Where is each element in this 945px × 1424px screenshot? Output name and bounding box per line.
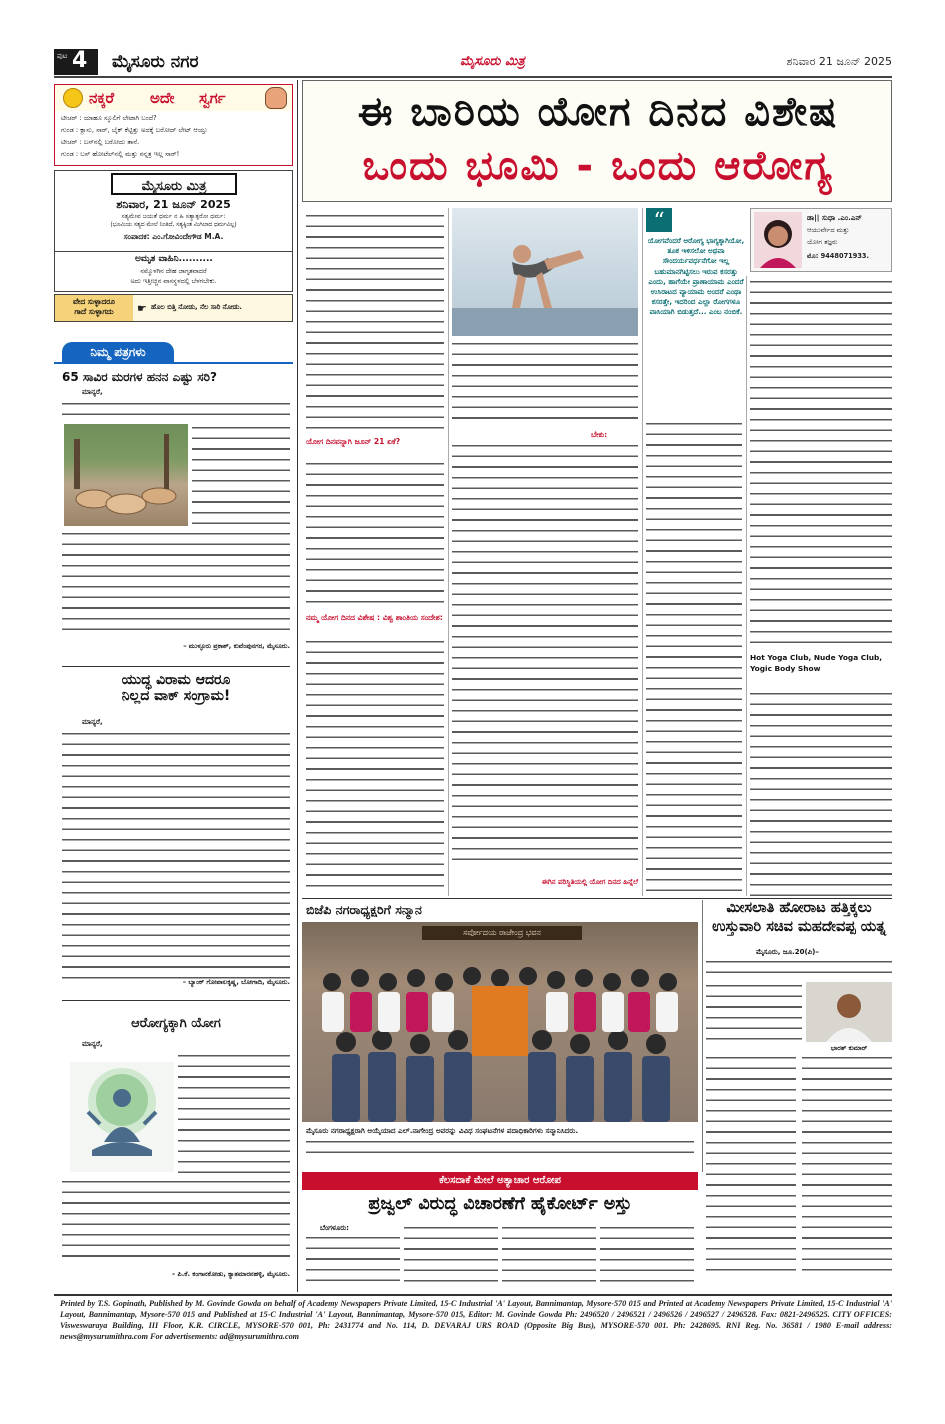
letter2-title-box bbox=[62, 672, 290, 714]
reservation-headline-2: ಉಸ್ತುವಾರಿ ಸಚಿವ ಮಹದೇವಪ್ಪ ಯತ್ನ bbox=[712, 919, 886, 935]
humor-line-2: ಗುಂಡ : ಕ್ಲಾಸು, ಸಾರ್, ಬೈಕ್ ಕೆಟ್ಟಿತ್ತು ಅದಕ್ಕೆ ಬರೋದ್ ಲೇಟ್ ಆಯ್ತು bbox=[61, 126, 208, 134]
page-label: ಪುಟ bbox=[57, 52, 68, 60]
person-portrait bbox=[806, 982, 892, 1042]
main-body-col1-a bbox=[306, 212, 444, 432]
info-line-2: (ಭೂಮಿಯ ಸತ್ಯದ ಮೇಲೆ ನಿಂತಿದೆ, ಸತ್ಯಕ್ಕಿಂತ ಮಿಗಿಲಾದ ಧರ್ಮವಿಲ್ಲ) bbox=[110, 222, 237, 228]
reservation-body-top bbox=[706, 958, 892, 980]
bjp-rule bbox=[702, 900, 703, 1172]
humor-title-left: ನಕ್ಕರೆ bbox=[89, 89, 115, 107]
proverb-left bbox=[55, 295, 133, 321]
author-avatar bbox=[754, 212, 802, 268]
bjp-banner bbox=[422, 926, 582, 940]
reservation-body-col1 bbox=[706, 1054, 796, 1272]
author-role-2: ಯೋಗ ತಜ್ಞರು bbox=[807, 238, 838, 246]
main-headline-2: ಒಂದು ಭೂಮಿ - ಒಂದು ಆರೋಗ್ಯ bbox=[362, 143, 834, 189]
masthead bbox=[54, 49, 892, 75]
main-rule-1 bbox=[448, 208, 449, 896]
editor-label: ಸಂಪಾದಕ: bbox=[123, 232, 150, 241]
humor-line-1: ಟೀಚರ್ : ಯಾಹೂ ಸ್ಕೂಲಿಗೆ ಲೇಟಾಗಿ ಬಂದೆ? bbox=[61, 114, 157, 122]
court-body-col1 bbox=[306, 1234, 400, 1286]
label-bekagi: ಬೇಕು: bbox=[591, 430, 608, 439]
letter1-body-bottom bbox=[62, 530, 290, 638]
masthead-date: ಶನಿವಾರ 21 ಜೂನ್ 2025 bbox=[786, 55, 892, 68]
masthead-rule bbox=[54, 76, 892, 78]
inline-english: Hot Yoga Club, Nude Yoga Club, Yogic Body Show bbox=[750, 653, 883, 673]
amrita-line-1: ನಮ್ಮೊಳಗಿನ ದೇಹ ಜಾಗೃತವಾದರೆ bbox=[140, 267, 207, 275]
letter1-body-right bbox=[192, 424, 290, 526]
author-photo bbox=[754, 212, 802, 268]
main-body-col2-a bbox=[452, 340, 638, 426]
court-kicker-bar bbox=[302, 1172, 698, 1190]
yoga-figure bbox=[452, 208, 638, 336]
info-date: ಶನಿವಾರ, 21 ಜೂನ್ 2025 bbox=[116, 198, 231, 211]
court-headline: ಪ್ರಜ್ವಲ್ ವಿರುದ್ಧ ವಿಚಾರಣೆಗೆ ಹೈಕೋರ್ಟ್ ಅಸ್ತು bbox=[368, 1194, 632, 1214]
main-body-col1-b bbox=[306, 460, 444, 608]
humor-box bbox=[54, 84, 293, 166]
letters-header-badge bbox=[62, 342, 174, 363]
letters-header-title: ನಿಮ್ಮ ಪತ್ರಗಳು bbox=[90, 345, 146, 359]
letter-divider-2 bbox=[62, 1000, 290, 1001]
letters-header bbox=[54, 342, 293, 364]
smiley-icon bbox=[63, 88, 83, 108]
court-kicker: ಕೆಲಸದಾಕೆ ಮೇಲೆ ಅತ್ಯಾಚಾರ ಆರೋಪ bbox=[439, 1175, 561, 1186]
info-logo: ಮೈಸೂರು ಮಿತ್ರ bbox=[141, 179, 207, 194]
main-headline-box bbox=[302, 80, 892, 202]
letter3-title: ಆರೋಗ್ಯಕ್ಕಾಗಿ ಯೋಗ bbox=[131, 1016, 221, 1031]
left-column-rule bbox=[297, 80, 298, 1292]
court-body-col2 bbox=[404, 1224, 498, 1286]
letter2-sign: – ಬ್ಯಾಂಕ್ ಗೋಪಾಲಕೃಷ್ಣ, ಬೋಗಾದಿ, ಮೈಸೂರು. bbox=[182, 978, 290, 986]
continued-label: ಈಗಿನ ಪರಿಸ್ಥಿತಿಯಲ್ಲಿ ಯೋಗ ದಿನದ ಹಿನ್ನೆಲೆ bbox=[541, 878, 638, 886]
bjp-headline: ಬಿಜೆಪಿ ನಗರಾಧ್ಯಕ್ಷರಿಗೆ ಸನ್ಮಾನ bbox=[306, 902, 422, 917]
main-body-col2-b bbox=[452, 442, 638, 860]
bjp-caption-more bbox=[306, 1138, 694, 1159]
letter1-title: 65 ಸಾವಿರ ಮರಗಳ ಹನನ ಎಷ್ಟು ಸರಿ? bbox=[62, 370, 217, 384]
main-rule-3 bbox=[746, 276, 747, 896]
yoga-tree-illustration bbox=[70, 1062, 174, 1172]
page-number: 4 bbox=[72, 48, 88, 73]
humor-title-right: ಸ್ವರ್ಗ bbox=[199, 89, 226, 107]
humor-title-bar bbox=[55, 85, 292, 111]
letter2-salutation: ಮಾನ್ಯರೆ, bbox=[82, 718, 103, 726]
main-body-col4-a bbox=[750, 278, 892, 648]
letter1-sign: – ಮುಳ್ಳೂರು ಪ್ರಕಾಶ್, ಕುವೆಂಪುನಗರ, ಮೈಸೂರು. bbox=[183, 642, 290, 650]
proverb-right: ಹೊಲ ಬಿತ್ತಿ ನೋಡು, ನೆಲ ಸಾರಿ ನೋಡು. bbox=[151, 303, 242, 311]
reservation-dateline: ಮೈಸೂರು, ಜೂ.20(ಪಿ)– bbox=[756, 948, 819, 956]
amrita-title: ಅಮೃತ ವಾಹಿನಿ.......... bbox=[135, 254, 213, 264]
proverb-left-bottom: ಗಾದೆ ಸುಳ್ಳಾಗದು bbox=[74, 307, 114, 316]
info-box bbox=[54, 170, 293, 252]
group-photo-figures bbox=[302, 922, 698, 1122]
proverb-strip bbox=[54, 294, 293, 322]
letter2-body bbox=[62, 730, 290, 980]
main-body-col4-b bbox=[750, 690, 892, 896]
info-logo-box bbox=[111, 173, 237, 195]
reservation-headline-box bbox=[706, 900, 892, 944]
letter1-photo bbox=[64, 424, 188, 526]
editor-line bbox=[55, 232, 292, 242]
meditation-icon bbox=[70, 1062, 174, 1172]
reservation-headline-1: ಮೀಸಲಾತಿ ಹೋರಾಟ ಹತ್ತಿಕ್ಕಲು bbox=[726, 900, 872, 916]
letter3-body-bottom bbox=[62, 1178, 290, 1266]
author-box bbox=[750, 208, 892, 272]
humor-line-3: ಟೀಚರ್ : ಬಸ್‌ನಲ್ಲಿ ಬರೋದು ತಾನೆ. bbox=[61, 138, 140, 146]
bjp-caption bbox=[306, 1126, 694, 1168]
amrita-line-2: ಅದು ಇತ್ತೀಚ್ಚಿನ ವಾಸಸ್ಥಳದಲ್ಲಿ ಬೆಳಗಬೇಕು. bbox=[130, 277, 217, 285]
letter3-salutation: ಮಾನ್ಯರೆ, bbox=[82, 1040, 103, 1048]
main-rule-2 bbox=[642, 208, 643, 896]
reservation-body-col2 bbox=[802, 1054, 892, 1272]
proverb-left-top: ವೇದ ಸುಳ್ಳಾದರೂ bbox=[73, 297, 115, 306]
bjp-banner-text: ಸರ್ವೋದಯ ರಾಜೇಂದ್ರ ಭವನ bbox=[463, 928, 541, 937]
letter1-salutation: ಮಾನ್ಯರೆ, bbox=[82, 388, 103, 396]
footer-rule bbox=[54, 1294, 892, 1296]
letter3-sign: – ಪಿ.ಕೆ. ಕಂಗಾನಕೋಡು, ಕ್ಯಾತಮಾರನಹಳ್ಳಿ, ಮೈಸೂರು. bbox=[171, 1270, 290, 1278]
humor-line-4: ಗುಂಡ : ಬಸ್ ಹೋಟೆಲ್‌ನಲ್ಲಿ ಮತ್ತು ನನ್ನತ್ರ ಇಲ್ಲ ಸಾರ್! bbox=[61, 150, 180, 158]
yoga-pose-photo bbox=[452, 208, 638, 336]
humor-title-mid: ಅದೇ bbox=[150, 89, 175, 107]
logs-illustration bbox=[64, 424, 188, 526]
author-phone: ಮೊ: 9448071933. bbox=[807, 252, 870, 260]
author-role-1: ಆಯುರ್ವೇದ ಮತ್ತು bbox=[807, 226, 850, 234]
footer-imprint: Printed by T.S. Gopinath, Published by M. Govinde Gowda on behalf of Academy Newspapers Private Limited, 15-C Industrial 'A' Layout, Bannimantap, Mysore-570 015 and Printed at Academy Newspapers Private Limited, 15-C Industrial 'A' Layout, Bannimantap, Mysore-570 015 and Published at 15-C Industrial 'A' Layout, Bannimantap, Mysore-570 015, Editor: M. Govinde Gowda Ph: 2496520 / 2496521 / 2496526 / 2496527 / 2496528. Fax: 0821-2496525. CITY OFFICES: Visweswaraya Building, III Floor, K.R. CIRCLE, MYSORE-570 001, Ph: 2431774 and No. 114, D. DEVARAJ URS ROAD (Opposite Big Bus), MYSORE-570 001. Ph: 2428695. RNI Reg. No. 36581 / 1980 E-mail address: news@mysurumithra.com For advertisements: ad@mysurumithra.com bbox=[60, 1299, 892, 1341]
section-title: ಮೈಸೂರು ನಗರ bbox=[112, 52, 199, 72]
page-number-badge bbox=[54, 49, 98, 75]
main-body-col3-a bbox=[646, 420, 742, 896]
letter2-title-2: ನಿಲ್ಲದ ವಾಕ್ ಸಂಗ್ರಾಮ! bbox=[121, 688, 231, 704]
masthead-logo: ಮೈಸೂರು ಮಿತ್ರ bbox=[460, 54, 525, 69]
court-dateline: ಬೆಂಗಳೂರು: bbox=[320, 1224, 349, 1232]
letter-divider-1 bbox=[62, 666, 290, 667]
pull-quote-text: ಯೋಗವೆಂದರೆ ಆರೋಗ್ಯ ಭಾಗ್ಯಕ್ಕಾಗಿಯೋ, ತೂಕ ಇಳಿಸಲೋ ಅಥವಾ ಸೌಂದರ್ಯವರ್ಧನೆಗೋ ಇಲ್ಲ ಬಹುಮಾನಗಿಟ್ಟಿಸಲು ಇರುವ ಕಸರತ್ತು ಎಂದು, ಹಾಗೆಯೇ ಪ್ರಾಣಾಯಾಮ ಎಂದರೆ ಉಸಿರಾಟದ ವ್ಯಾಯಾಮ ಅಂದರೆ ಎಂಥಾ ಕಸರತ್ತೇ, ಇದರಿಂದ ಎಲ್ಲಾ ರೋಗಗಳೂ ವಾಸಿಯಾಗಿ ಬಿಡುತ್ತದೆ... ಎಂಬ ನಂಬಿಕೆ. bbox=[647, 236, 745, 317]
reservation-photo-caption: ಭಾರತ್ ಕುಮಾರ್ bbox=[830, 1044, 868, 1052]
main-story-bottom-rule bbox=[302, 898, 892, 899]
quote-mark-icon: “ bbox=[646, 208, 672, 232]
letter3-body-right bbox=[178, 1052, 290, 1176]
info-line-1: ಸತ್ಯಮೇವ ಜಯತೆ ಧರ್ಮ ನ ಹಿ ಸತ್ಯಾತ್ಪರೋ ಧರ್ಮ: bbox=[121, 213, 226, 220]
editor-name: ಎಂ.ಗೋವಿಂದೇಗೌಡ M.A. bbox=[152, 232, 224, 241]
author-name: ಡಾ|| ಸುಧಾ .ಎಂ.ಎನ್ bbox=[807, 213, 862, 222]
reservation-photo bbox=[806, 982, 892, 1042]
subhead-june21: ಯೋಗ ದಿನವನ್ನಾಗಿ ಜೂನ್ 21 ಏಕೆ? bbox=[306, 437, 401, 446]
court-body-col4 bbox=[600, 1224, 694, 1286]
bjp-caption-text: ಮೈಸೂರು ನಗರಾಧ್ಯಕ್ಷರಾಗಿ ಆಯ್ಕೆಯಾದ ಎಲ್.ನಾಗೇಂದ್ರ ಅವರನ್ನು ವಿವಿಧ ಸಂಘಟನೆಗಳ ಪದಾಧಿಕಾರಿಗಳು ಸನ್ಮಾನಿಸಿದರು. bbox=[306, 1126, 579, 1135]
bjp-photo bbox=[302, 922, 698, 1122]
amrita-box bbox=[54, 252, 293, 292]
subhead-peace: ನಮ್ಮ ಯೋಗ ದಿನದ ವಿಶೇಷ : ವಿಶ್ವ ಶಾಂತಿಯ ಸಂದೇಶ: bbox=[306, 613, 443, 622]
main-body-col1-c bbox=[306, 638, 444, 894]
court-body-col3 bbox=[502, 1224, 596, 1286]
letter1-body-top bbox=[62, 400, 290, 421]
pull-quote bbox=[646, 208, 746, 414]
reservation-body-left bbox=[706, 982, 802, 1042]
hand-icon: ☛ bbox=[137, 302, 147, 315]
main-headline-1: ಈ ಬಾರಿಯ ಯೋಗ ದಿನದ ವಿಶೇಷ bbox=[357, 89, 839, 135]
letter2-title-1: ಯುದ್ಧ ವಿರಾಮ ಆದರೂ bbox=[121, 672, 231, 688]
cartoon-icon bbox=[265, 87, 287, 109]
